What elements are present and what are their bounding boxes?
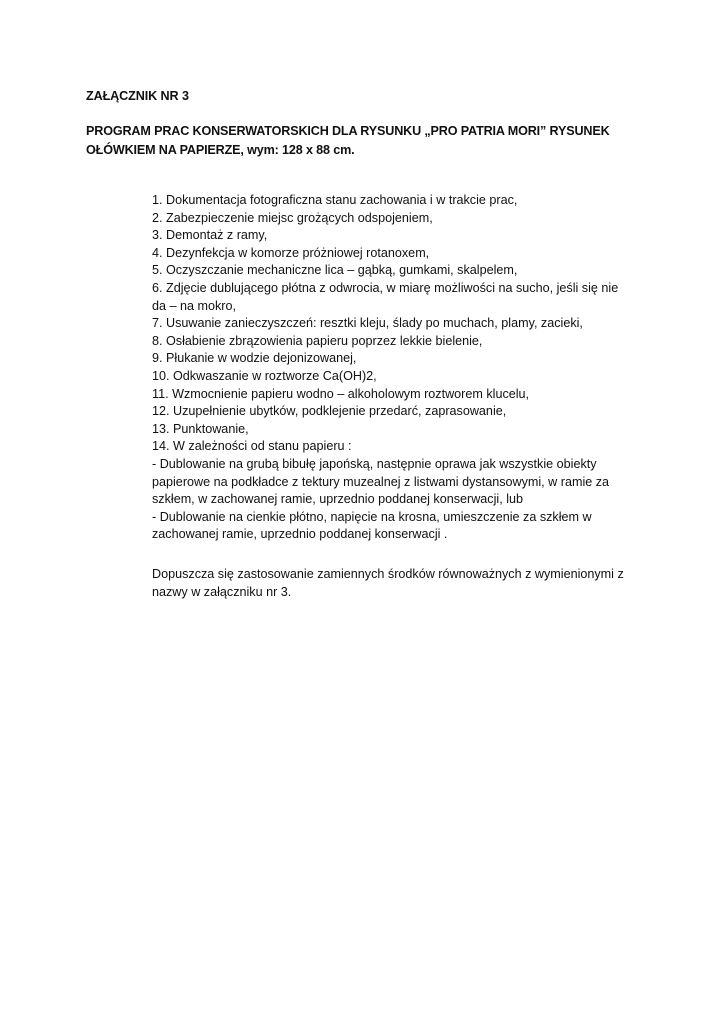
- step-item: 11. Wzmocnienie papieru wodno – alkoholowym roztworem klucelu,: [152, 386, 530, 401]
- step-item: 9. Płukanie w wodzie dejonizowanej,: [152, 351, 357, 366]
- step-item: 13. Punktowanie,: [152, 421, 249, 436]
- step-item: 10. Odkwaszanie w roztworze Ca(OH)2,: [152, 368, 377, 383]
- annex-title: ZAŁĄCZNIK NR 3: [86, 89, 189, 103]
- step-item: 14. W zależności od stanu papieru :: [152, 439, 352, 454]
- step-item: 1. Dokumentacja fotograficzna stanu zachowania i w trakcie prac,: [152, 193, 518, 207]
- step-item: 2. Zabezpieczenie miejsc grożących odspojeniem,: [152, 210, 433, 225]
- step-item: 6. Zdjęcie dublującego płótna z odwrocia, w miarę możliwości na sucho, jeśli się nie da – na mokro,: [152, 280, 619, 313]
- step-item: 3. Demontaż z ramy,: [152, 228, 268, 243]
- step-item: 4. Dezynfekcja w komorze próżniowej rotanoxem,: [152, 245, 430, 260]
- closing-note: Dopuszcza się zastosowanie zamiennych środków równoważnych z wymienionymi z nazwy w załączniku nr 3.: [152, 567, 624, 599]
- substeps-container: [152, 456, 632, 544]
- substep-item: - Dublowanie na grubą bibułę japońską, następnie oprawa jak wszystkie obiekty papierowe na podkładce z tektury muzealnej z listwami dystansowymi, w ramie za szkłem, w zachowanej ramie, uprzednio poddanej konserwacji, lub: [152, 456, 610, 507]
- step-item: 7. Usuwanie zanieczyszczeń: resztki kleju, ślady po muchach, plamy, zacieki,: [152, 316, 583, 331]
- substeps-list: [152, 456, 632, 544]
- step-item: 12. Uzupełnienie ubytków, podklejenie przedarć, zaprasowanie,: [152, 404, 507, 419]
- conservation-steps-list: [152, 192, 632, 544]
- step-item: 8. Osłabienie zbrązowienia papieru poprzez lekkie bielenie,: [152, 333, 483, 348]
- step-item: 5. Oczyszczanie mechaniczne lica – gąbką, gumkami, skalpelem,: [152, 263, 518, 278]
- substep-item: - Dublowanie na cienkie płótno, napięcie na krosna, umieszczenie za szkłem w zachowanej ramie, uprzednio poddanej konserwacji .: [152, 509, 592, 542]
- program-title: PROGRAM PRAC KONSERWATORSKICH DLA RYSUNKU „PRO PATRIA MORI” RYSUNEK OŁÓWKIEM NA PAPIERZE, wym: 128 x 88 cm.: [86, 124, 610, 157]
